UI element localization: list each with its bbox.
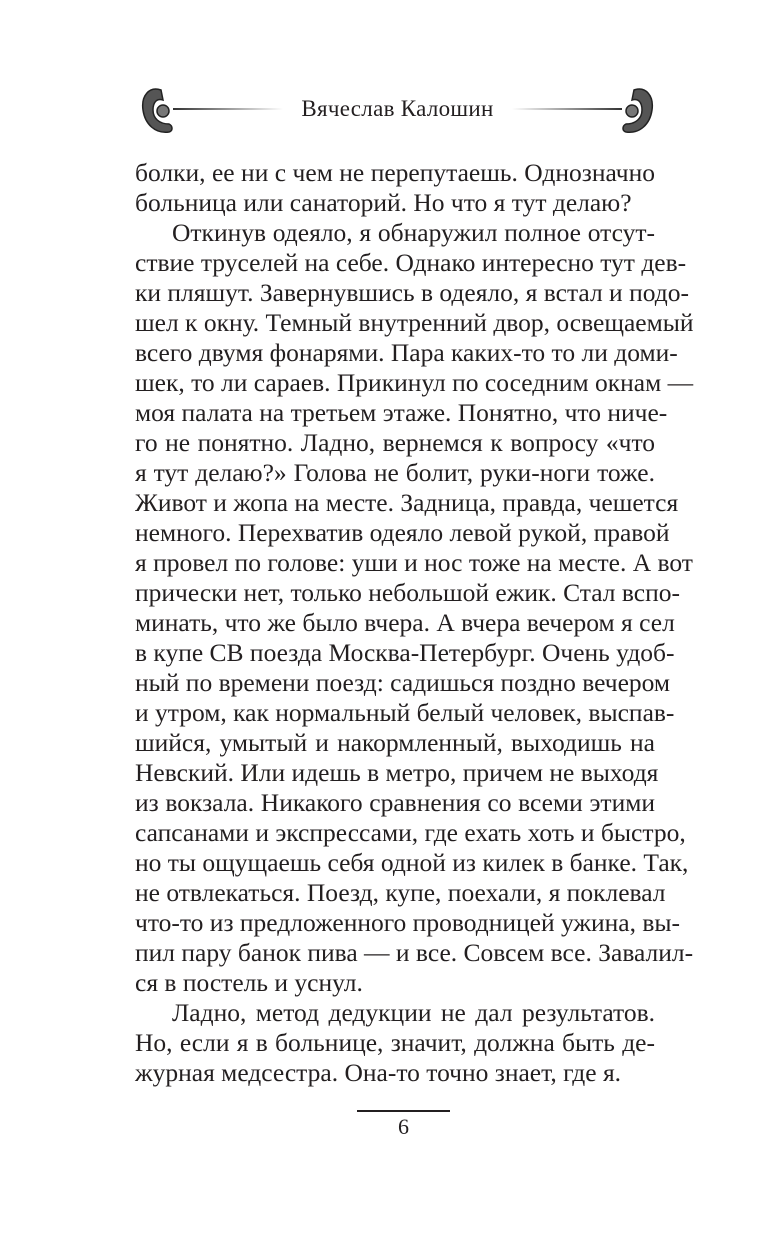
text-line: Но, если я в больнице, значит, должна быть де- (135, 1028, 655, 1057)
text-line: шел к окну. Темный внутренний двор, освещаемый (135, 308, 694, 337)
paragraph (135, 218, 694, 998)
header-rule-right (512, 108, 622, 110)
text-line: не отвлекаться. Поезд, купе, поехали, я поклевал (135, 878, 666, 907)
text-line: Откинув одеяло, я обнаружил полное отсут- (172, 218, 655, 247)
text-line: ся в постель и уснул. (135, 968, 363, 997)
text-line: в купе СВ поезда Москва-Петербург. Очень удоб- (135, 638, 675, 667)
text-line: моя палата на третьем этаже. Понятно, что ниче- (135, 398, 668, 427)
text-line: и утром, как нормальный белый человек, выспав- (135, 698, 675, 727)
text-line: Ладно, метод дедукции не дал результатов. (172, 998, 655, 1027)
text-line: прически нет, только небольшой ежик. Стал вспо- (135, 578, 680, 607)
text-line: но ты ощущаешь себя одной из килек в банке. Так, (135, 848, 689, 877)
text-line: из вокзала. Никакого сравнения со всеми этими (135, 788, 655, 817)
footer-rule (357, 1110, 450, 1112)
text-line: минать, что же было вчера. А вчера вечером я сел (135, 608, 675, 637)
paragraph (135, 158, 655, 218)
page-number: 6 (398, 1114, 409, 1139)
paragraph (135, 998, 655, 1088)
body-text (135, 158, 694, 1088)
text-line: болки, ее ни с чем не перепутаешь. Однозначно (135, 158, 655, 187)
text-line: больница или санаторий. Но что я тут делаю? (135, 188, 632, 217)
running-header (135, 80, 660, 140)
text-line: Живот и жопа на месте. Задница, правда, чешется (135, 488, 679, 517)
text-line: пил пару банок пива — и все. Совсем все. Завалил- (135, 938, 694, 967)
text-line: я тут делаю?» Голова не болит, руки-ноги тоже. (135, 458, 655, 487)
text-line: что-то из предложенного проводницей ужина, вы- (135, 908, 681, 937)
ornament-icon (616, 84, 656, 136)
running-title: Вячеслав Калошин (301, 96, 494, 121)
text-line: ный по времени поезд: садишься поздно вечером (135, 668, 671, 697)
text-line: всего двумя фонарями. Пара каких-то то ли доми- (135, 338, 678, 367)
text-line: го не понятно. Ладно, вернемся к вопросу «что (135, 428, 655, 457)
text-line: журная медсестра. Она-то точно знает, где я. (135, 1058, 622, 1087)
text-line: ствие труселей на себе. Однако интересно тут дев- (135, 248, 687, 277)
text-line: я провел по голове: уши и нос тоже на месте. А вот (135, 548, 693, 577)
text-line: Невский. Или идешь в метро, причем не выходя (135, 758, 659, 787)
text-line: сапсанами и экспрессами, где ехать хоть и быстро, (135, 818, 686, 847)
text-line: ки пляшут. Завернувшись в одеяло, я встал и подо- (135, 278, 689, 307)
text-line: шек, то ли сараев. Прикинул по соседним окнам — (135, 368, 694, 397)
text-line: шийся, умытый и накормленный, выходишь на (135, 728, 655, 757)
text-line: немного. Перехватив одеяло левой рукой, правой (135, 518, 670, 547)
